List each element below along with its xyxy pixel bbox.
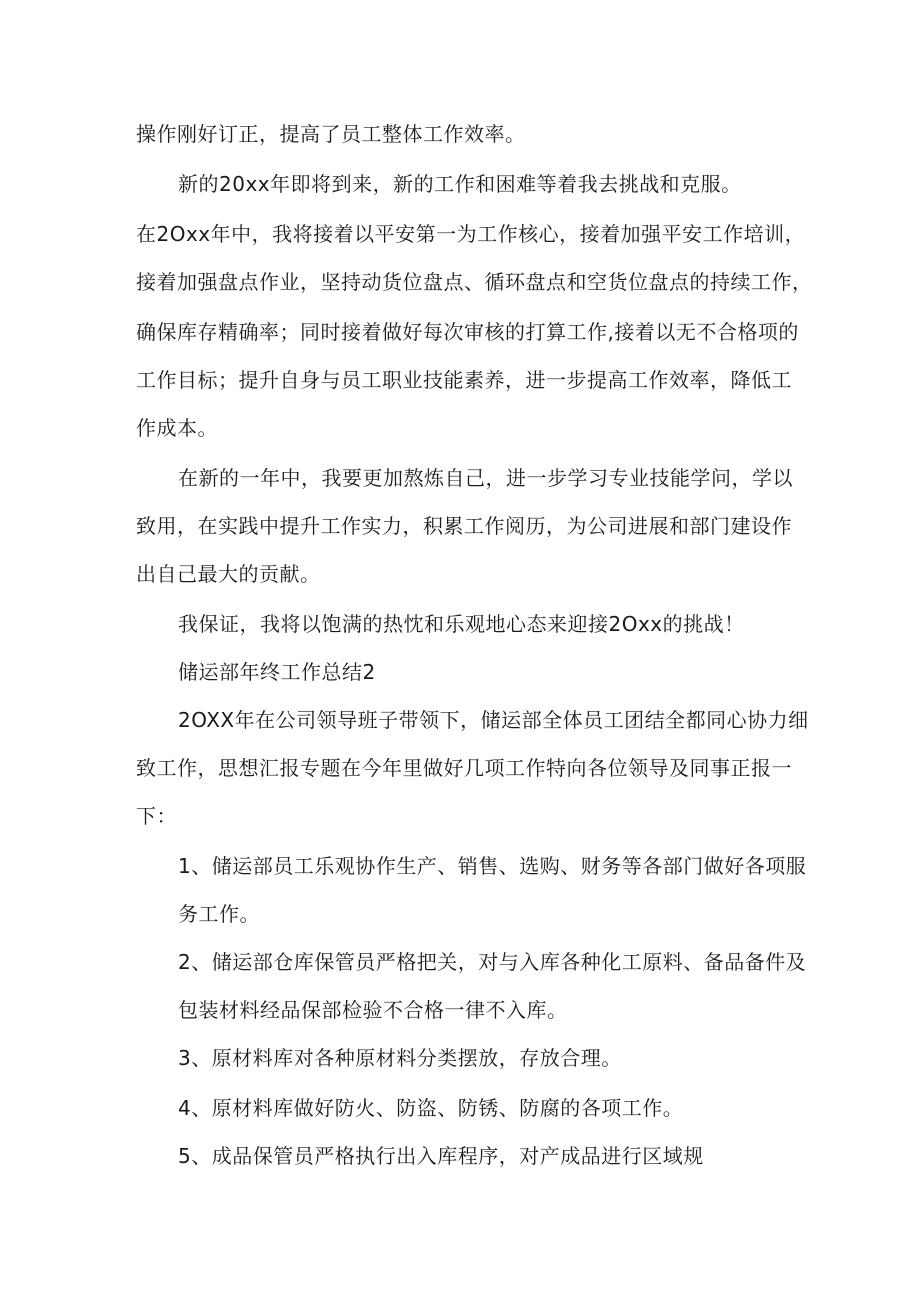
list-item-5: 5、成品保管员严格执行出入库程序，对产成品进行区域规: [178, 1144, 704, 1168]
text-line-1: 操作刚好订正，提高了员工整体工作效率。: [136, 122, 526, 146]
text-line-13: 2OXX年在公司领导班子带领下，储运部全体员工团结全都同心协力细: [178, 708, 809, 732]
text-line-5: 确保库存精确率；同时接着做好每次审核的打算工作,接着以无不合格项的: [136, 320, 799, 344]
text-line-10: 出自己最大的贡献。: [136, 562, 321, 586]
list-item-2: 2、储运部仓库保管员严格把关，对与入库各种化工原料、备品备件及: [178, 950, 807, 974]
text-line-7: 作成本。: [136, 416, 218, 440]
text-line-6: 工作目标；提升自身与员工职业技能素养，进一步提高工作效率，降低工: [136, 368, 792, 392]
list-item-3: 3、原材料库对各种原材料分类摆放，存放合理。: [178, 1046, 622, 1070]
text-line-14: 致工作，思想汇报专题在今年里做好几项工作特向各位领导及同事正报一: [136, 756, 792, 780]
text-line-9: 致用，在实践中提升工作实力，积累工作阅历，为公司进展和部门建设作: [136, 514, 792, 538]
list-item-1-cont: 务工作。: [178, 902, 260, 926]
text-line-11: 我保证，我将以饱满的热忱和乐观地心态来迎接2Oxx的挑战！: [178, 612, 745, 636]
text-line-8: 在新的一年中，我要更加熬炼自己，进一步学习专业技能学问，学以: [178, 466, 793, 490]
text-line-2: 新的20xx年即将到来，新的工作和困难等着我去挑战和克服。: [178, 172, 742, 196]
text-line-4: 接着加强盘点作业，坚持动货位盘点、循环盘点和空货位盘点的持续工作，: [136, 270, 813, 294]
list-item-1: 1、储运部员工乐观协作生产、销售、选购、财务等各部门做好各项服: [178, 854, 807, 878]
section-heading: 储运部年终工作总结2: [178, 660, 376, 684]
text-line-3: 在2Oxx年中，我将接着以平安第一为工作核心，接着加强平安工作培训，: [136, 222, 806, 246]
list-item-4: 4、原材料库做好防火、防盗、防锈、防腐的各项工作。: [178, 1096, 684, 1120]
text-line-15: 下：: [136, 804, 177, 828]
list-item-2-cont: 包装材料经品保部检验不合格一律不入库。: [178, 998, 568, 1022]
